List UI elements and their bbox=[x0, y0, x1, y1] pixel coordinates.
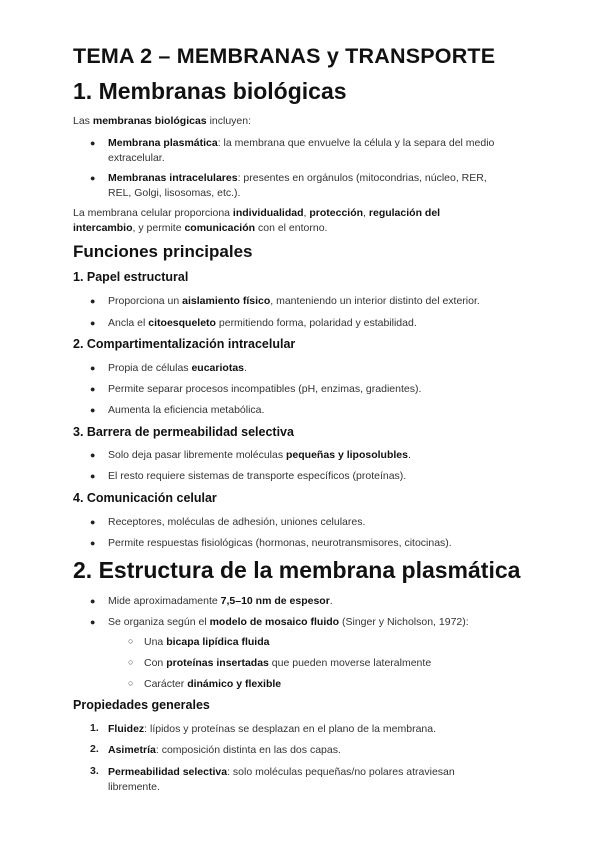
section-heading-membranas: 1. Membranas biológicas bbox=[73, 78, 347, 104]
intro-paragraph: Las membranas biológicas incluyen: bbox=[73, 115, 252, 127]
sub-list-item: Con proteínas insertadas que pueden moverse lateralmente bbox=[144, 657, 432, 669]
list-item: Membranas intracelulares: presentes en orgánulos (mitocondrias, núcleo, RER, REL, Golgi, lisosomas, etc.). bbox=[108, 172, 487, 199]
bullet-icon: ● bbox=[90, 617, 96, 627]
bullet-icon: ● bbox=[90, 450, 96, 460]
sub-bullet-icon: ○ bbox=[128, 636, 134, 646]
bullet-icon: ● bbox=[90, 471, 96, 481]
list-item: Ancla el citoesqueleto permitiendo forma, polaridad y estabilidad. bbox=[108, 317, 417, 329]
bullet-icon: ● bbox=[90, 318, 96, 328]
list-item: Receptores, moléculas de adhesión, uniones celulares. bbox=[108, 516, 366, 528]
subheading-propiedades: Propiedades generales bbox=[73, 698, 210, 712]
bullet-icon: ● bbox=[90, 384, 96, 394]
bullet-icon: ● bbox=[90, 405, 96, 415]
bullet-icon: ● bbox=[90, 138, 96, 148]
sub-list-item: Carácter dinámico y flexible bbox=[144, 678, 282, 690]
list-item: El resto requiere sistemas de transporte específicos (proteínas). bbox=[108, 470, 407, 482]
document-title: TEMA 2 – MEMBRANAS y TRANSPORTE bbox=[73, 44, 496, 68]
list-item: Permite respuestas fisiológicas (hormonas, neurotransmisores, citocinas). bbox=[108, 537, 452, 549]
sub-bullet-icon: ○ bbox=[128, 657, 134, 667]
section-heading-estructura: 2. Estructura de la membrana plasmática bbox=[73, 557, 521, 583]
list-item: Proporciona un aislamiento físico, manteniendo un interior distinto del exterior. bbox=[108, 295, 480, 307]
list-item: Mide aproximadamente 7,5–10 nm de espesor. bbox=[108, 595, 333, 607]
subheading-barrera: 3. Barrera de permeabilidad selectiva bbox=[73, 425, 294, 439]
list-item: Se organiza según el modelo de mosaico fluido (Singer y Nicholson, 1972): bbox=[108, 616, 469, 628]
numbered-item: Permeabilidad selectiva: solo moléculas pequeñas/no polares atraviesan libremente. bbox=[108, 766, 455, 793]
bullet-icon: ● bbox=[90, 538, 96, 548]
subheading-papel-estructural: 1. Papel estructural bbox=[73, 270, 189, 284]
list-item: Solo deja pasar libremente moléculas pequeñas y liposolubles. bbox=[108, 449, 411, 461]
summary-paragraph: La membrana celular proporciona individualidad, protección, regulación del intercambio, y permite comunicación con el entorno. bbox=[73, 207, 441, 234]
bullet-icon: ● bbox=[90, 363, 96, 373]
list-item: Permite separar procesos incompatibles (pH, enzimas, gradientes). bbox=[108, 383, 422, 395]
bullet-icon: ● bbox=[90, 173, 96, 183]
numbered-item: Asimetría: composición distinta en las dos capas. bbox=[108, 744, 341, 756]
list-item: Membrana plasmática: la membrana que envuelve la célula y la separa del medio extracelular. bbox=[108, 137, 495, 164]
subheading-compartimentalizacion: 2. Compartimentalización intracelular bbox=[73, 337, 296, 351]
list-item: Aumenta la eficiencia metabólica. bbox=[108, 404, 265, 416]
subsection-heading-funciones: Funciones principales bbox=[73, 242, 253, 261]
numbered-item: Fluidez: lípidos y proteínas se desplazan en el plano de la membrana. bbox=[108, 723, 437, 735]
bullet-icon: ● bbox=[90, 596, 96, 606]
bullet-icon: ● bbox=[90, 296, 96, 306]
list-number: 2. bbox=[90, 743, 99, 755]
bullet-icon: ● bbox=[90, 517, 96, 527]
list-number: 3. bbox=[90, 765, 99, 777]
sub-list-item: Una bicapa lipídica fluida bbox=[144, 636, 270, 648]
list-item: Propia de células eucariotas. bbox=[108, 362, 247, 374]
list-number: 1. bbox=[90, 722, 99, 734]
sub-bullet-icon: ○ bbox=[128, 678, 134, 688]
subheading-comunicacion: 4. Comunicación celular bbox=[73, 491, 217, 505]
